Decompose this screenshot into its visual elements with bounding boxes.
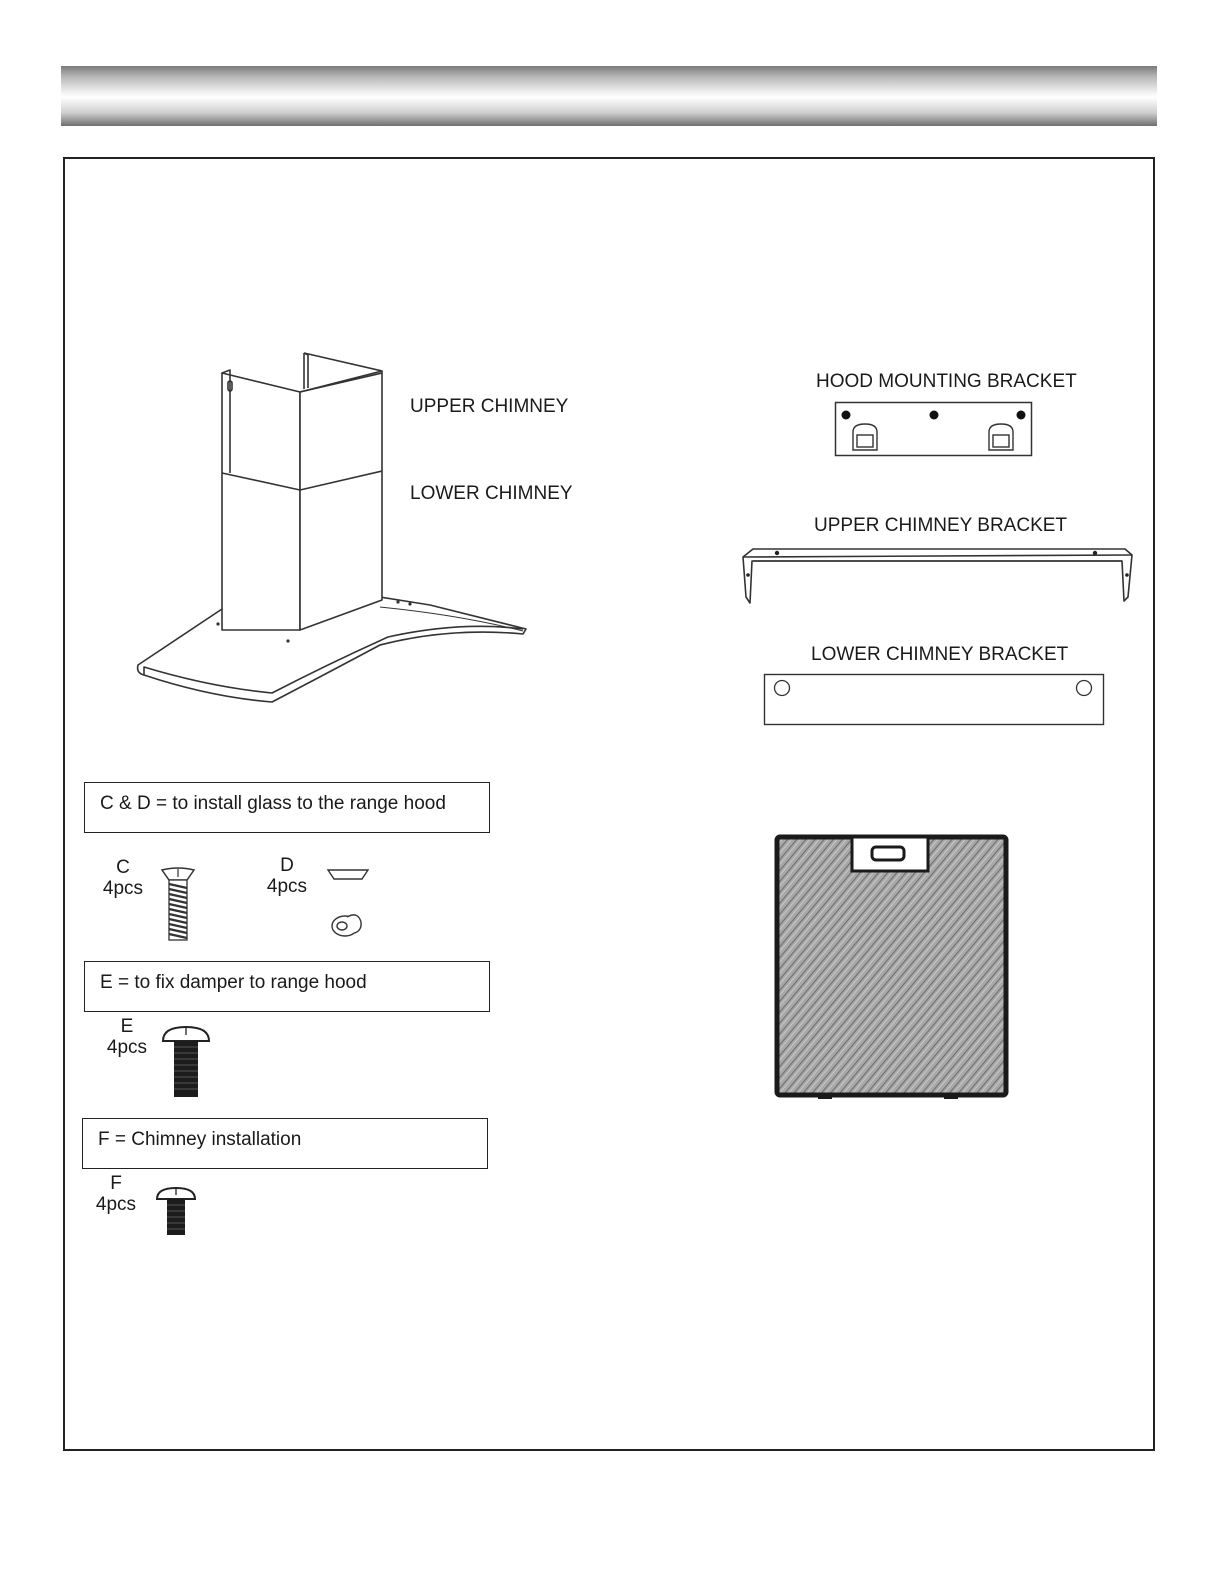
upper-chimney-bracket-label: UPPER CHIMNEY BRACKET (814, 515, 1068, 536)
lower-chimney-bracket-label: LOWER CHIMNEY BRACKET (811, 644, 1069, 665)
hood-mounting-bracket-illustration (835, 402, 1032, 457)
upper-chimney-label: UPPER CHIMNEY (410, 396, 569, 417)
note-box-e: E = to fix damper to range hood (84, 961, 490, 1012)
grease-filter-illustration (774, 833, 1010, 1103)
note-box-c-d: C & D = to install glass to the range hood (84, 782, 490, 833)
hardware-d-count: 4pcs (266, 876, 308, 897)
lower-chimney-label: LOWER CHIMNEY (410, 483, 573, 504)
hardware-e-count: 4pcs (106, 1037, 148, 1058)
header-bar (61, 66, 1157, 126)
screw-f-icon (155, 1186, 197, 1238)
screw-c-icon (160, 866, 196, 944)
lower-chimney-bracket-illustration (764, 674, 1105, 726)
hardware-f-letter: F (110, 1173, 122, 1194)
hardware-d-qty (264, 855, 310, 897)
hood-mounting-bracket-label: HOOD MOUNTING BRACKET (816, 371, 1077, 392)
hardware-e-letter: E (120, 1016, 134, 1037)
hardware-d-letter: D (280, 855, 294, 876)
hardware-c-letter: C (116, 857, 130, 878)
hardware-c-qty (100, 857, 146, 899)
hardware-c-count: 4pcs (102, 878, 144, 899)
hardware-f-qty (93, 1173, 139, 1215)
hardware-f-count: 4pcs (95, 1194, 137, 1215)
screw-e-icon (160, 1025, 212, 1100)
upper-chimney-bracket-illustration (740, 545, 1135, 605)
washer-d-icon (325, 866, 373, 946)
note-box-f: F = Chimney installation (82, 1118, 488, 1169)
hardware-e-qty (104, 1016, 150, 1058)
